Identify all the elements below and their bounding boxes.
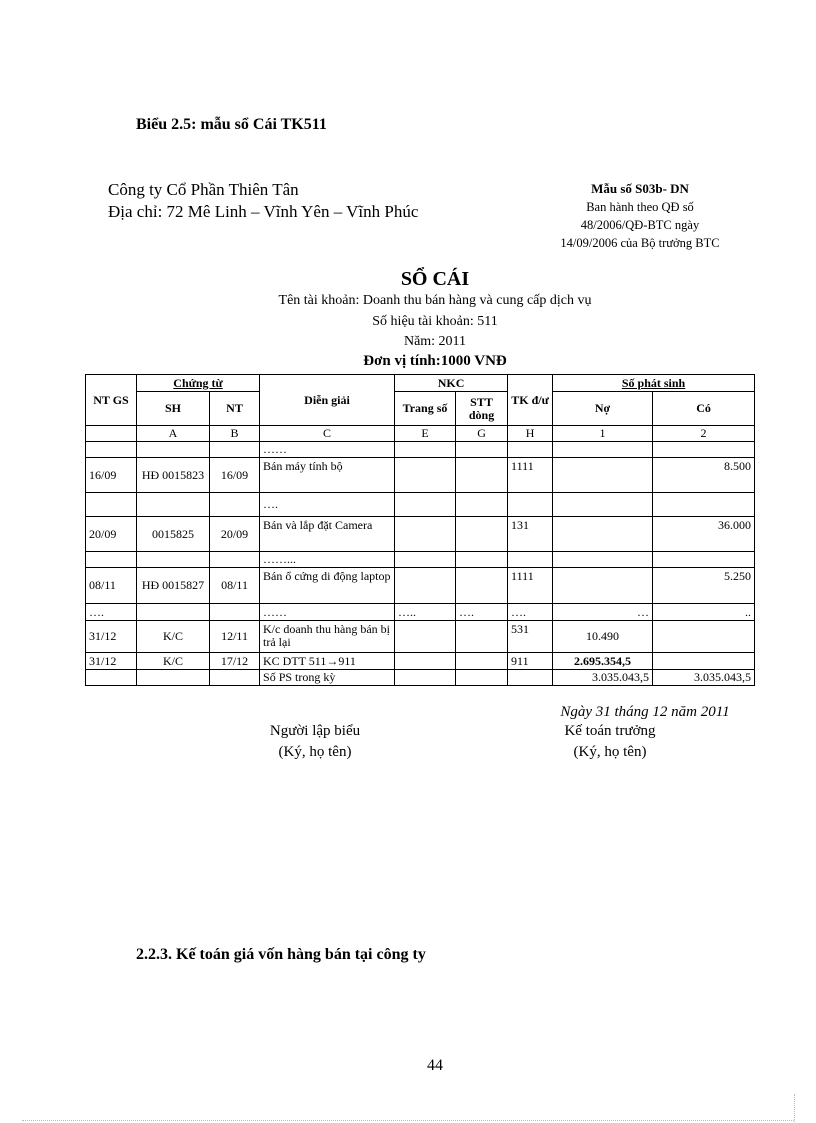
header-co: Có [653,392,755,426]
cell-page [395,568,456,604]
cell-account: 911 [508,653,553,670]
header-so-phat-sinh: Số phát sinh [553,375,755,392]
cell-date: 16/09 [86,458,137,493]
cell-date: …. [86,604,137,621]
form-issued-line-2: 48/2006/QĐ-BTC ngày [580,218,700,232]
header-sh: SH [137,392,210,426]
table-row [86,653,755,670]
cell-line [456,621,508,653]
account-name: Tên tài khoản: Doanh thu bán hàng và cung cấp dịch vụ [278,293,592,308]
cell-debit [553,517,653,552]
cell-description: KC DTT 511→911 [260,653,395,670]
table-row [86,552,755,568]
cell-date [86,552,137,568]
header-nt: NT [210,392,260,426]
cell-line [456,670,508,686]
company-address: Địa chỉ: 72 Mê Linh – Vĩnh Yên – Vĩnh Phúc [108,202,419,221]
cell-date: 08/11 [86,568,137,604]
cell-nt: 17/12 [210,653,260,670]
cell-description: …… [260,442,395,458]
cell-page [395,493,456,517]
cell-account [508,670,553,686]
table-row [86,493,755,517]
cell-line [456,653,508,670]
cell-date: 31/12 [86,653,137,670]
table-row [86,442,755,458]
cell-account: …. [508,604,553,621]
cell-nt [210,604,260,621]
cell-line [456,493,508,517]
header-trang-so: Trang số [395,392,456,426]
header-tk-du: TK đ/ư [508,375,553,426]
cell-description: Số PS trong kỳ [260,670,395,686]
page-bottom-rule [22,1120,794,1121]
cell-sh: K/C [137,653,210,670]
cell-description: …. [260,493,395,517]
cell-nt: 08/11 [210,568,260,604]
preparer-title: Người lập biểu [269,723,361,739]
table-row-total [86,670,755,686]
cell-page [395,653,456,670]
cell-debit: 10.490 [553,621,653,653]
cell-line: …. [456,604,508,621]
figure-caption: Biểu 2.5: mẫu sổ Cái TK511 [136,116,327,133]
table-row [86,458,755,493]
table-row [86,621,755,653]
header-chung-tu: Chứng từ [137,375,260,392]
cell-page [395,517,456,552]
cell-page: ….. [395,604,456,621]
cell-account [508,552,553,568]
cell-credit [653,653,755,670]
cell-date [86,442,137,458]
header-nt-gs: NT GS [86,375,137,426]
cell-date [86,670,137,686]
cell-description: Bán ổ cứng di động laptop [260,568,395,604]
cell-nt: 20/09 [210,517,260,552]
code-cell: B [210,426,260,442]
cell-credit-total: 3.035.043,5 [653,670,755,686]
cell-page [395,670,456,686]
cell-debit-total: 3.035.043,5 [553,670,653,686]
ledger-table [85,374,755,686]
cell-date [86,493,137,517]
header-nkc: NKC [395,375,508,392]
cell-page [395,442,456,458]
account-number: Số hiệu tài khoản: 511 [372,314,498,329]
cell-sh [137,493,210,517]
cell-credit: 8.500 [653,458,755,493]
cell-nt [210,552,260,568]
cell-debit [553,442,653,458]
cell-account: 131 [508,517,553,552]
cell-sh [137,552,210,568]
cell-sh [137,670,210,686]
cell-credit [653,493,755,517]
cell-page [395,458,456,493]
ledger-title: SỔ CÁI [400,268,470,290]
page-number: 44 [427,1057,443,1074]
code-cell: G [456,426,508,442]
cell-date: 31/12 [86,621,137,653]
section-heading: 2.2.3. Kế toán giá vốn hàng bán tại công ty [136,946,426,963]
code-cell: C [260,426,395,442]
cell-line [456,458,508,493]
cell-description: …… [260,604,395,621]
form-issued-line-1: Ban hành theo QĐ số [586,200,694,214]
cell-line [456,552,508,568]
cell-credit [653,552,755,568]
cell-account [508,493,553,517]
signature-date: Ngày 31 tháng 12 năm 2011 [560,704,730,720]
cell-sh: HĐ 0015827 [137,568,210,604]
cell-credit [653,442,755,458]
cell-sh [137,442,210,458]
cell-nt [210,442,260,458]
cell-date: 20/09 [86,517,137,552]
cell-debit [553,458,653,493]
cell-nt: 16/09 [210,458,260,493]
table-row [86,517,755,552]
header-stt-dong: STT dòng [456,392,508,426]
preparer-note: (Ký, họ tên) [278,744,352,760]
cell-page [395,552,456,568]
code-cell: E [395,426,456,442]
cell-line [456,442,508,458]
cell-debit [553,568,653,604]
cell-credit: 5.250 [653,568,755,604]
cell-debit: 2.695.354,5 [553,653,653,670]
code-cell [86,426,137,442]
cell-nt: 12/11 [210,621,260,653]
page-right-rule [794,1094,795,1122]
cell-sh [137,604,210,621]
cell-line [456,568,508,604]
ledger-year: Năm: 2011 [403,334,467,349]
cell-debit: … [553,604,653,621]
cell-debit [553,552,653,568]
code-cell: A [137,426,210,442]
cell-credit [653,621,755,653]
chief-accountant-note: (Ký, họ tên) [573,744,647,760]
cell-sh: 0015825 [137,517,210,552]
header-no: Nợ [553,392,653,426]
cell-credit: .. [653,604,755,621]
cell-account: 1111 [508,458,553,493]
cell-sh: K/C [137,621,210,653]
table-row [86,568,755,604]
code-cell: 2 [653,426,755,442]
code-cell: 1 [553,426,653,442]
cell-sh: HĐ 0015823 [137,458,210,493]
code-cell: H [508,426,553,442]
cell-credit: 36.000 [653,517,755,552]
header-dien-giai: Diễn giải [260,375,395,426]
cell-line [456,517,508,552]
cell-nt [210,670,260,686]
cell-description: K/c doanh thu hàng bán bị trả lại [260,621,395,653]
company-name: Công ty Cổ Phần Thiên Tân [108,180,299,199]
cell-account: 1111 [508,568,553,604]
form-code: Mẫu số S03b- DN [591,181,689,196]
unit-label: Đơn vị tính:1000 VNĐ [363,353,507,369]
cell-account [508,442,553,458]
table-row [86,604,755,621]
form-issued-line-3: 14/09/2006 của Bộ trưởng BTC [560,236,720,250]
cell-description: Bán và lắp đặt Camera [260,517,395,552]
cell-nt [210,493,260,517]
cell-account: 531 [508,621,553,653]
cell-debit [553,493,653,517]
code-row [86,426,755,442]
chief-accountant-title: Kế toán trưởng [564,723,656,739]
cell-page [395,621,456,653]
cell-description: ……... [260,552,395,568]
cell-description: Bán máy tính bộ [260,458,395,493]
